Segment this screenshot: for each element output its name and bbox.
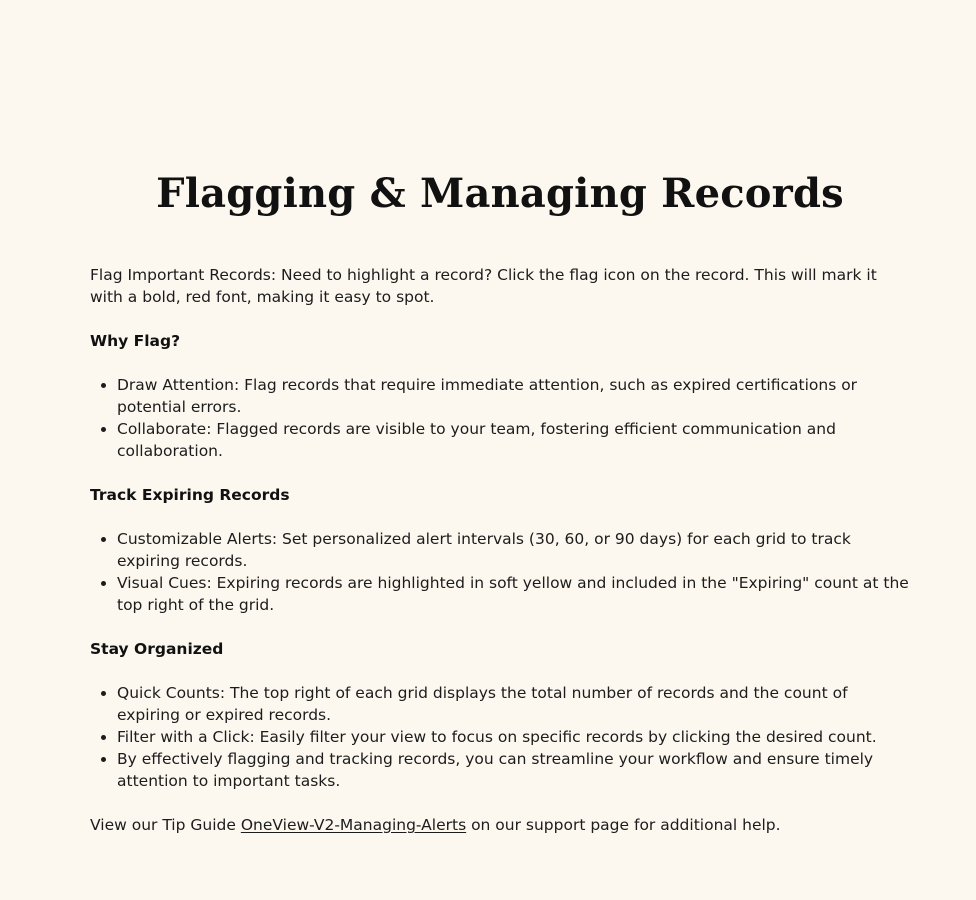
section-why-flag — [90, 330, 910, 462]
footer-prefix: View our Tip Guide — [90, 816, 241, 834]
bullet-list — [90, 528, 910, 616]
page-title: Flagging & Managing Records — [156, 170, 844, 217]
list-item: • Visual Cues: Expiring records are highlighted in soft yellow and included in the "Expiring" count at the top right of the grid. — [117, 572, 910, 616]
intro-paragraph: Flag Important Records: Need to highlight a record? Click the flag icon on the record. This will mark it with a bold, red font, making it easy to spot. — [90, 266, 877, 306]
section-track-expiring — [90, 484, 910, 616]
list-item: • Quick Counts: The top right of each grid displays the total number of records and the count of expiring or expired records. — [117, 682, 910, 726]
list-item: • Filter with a Click: Easily filter your view to focus on specific records by clicking the desired count. — [117, 726, 910, 748]
footer-suffix: on our support page for additional help. — [466, 816, 781, 834]
footer-paragraph — [90, 814, 910, 836]
list-item: • Draw Attention: Flag records that require immediate attention, such as expired certifications or potential errors. — [117, 374, 910, 418]
list-item: • By effectively flagging and tracking records, you can streamline your workflow and ensure timely attention to important tasks. — [117, 748, 910, 792]
list-item: • Customizable Alerts: Set personalized alert intervals (30, 60, or 90 days) for each grid to track expiring records. — [117, 528, 910, 572]
section-heading: Why Flag? — [90, 332, 181, 350]
article — [90, 166, 910, 836]
bullet-list — [90, 682, 910, 792]
section-heading: Track Expiring Records — [90, 486, 290, 504]
list-item: • Collaborate: Flagged records are visible to your team, fostering efficient communication and collaboration. — [117, 418, 910, 462]
bullet-list — [90, 374, 910, 462]
section-stay-organized — [90, 638, 910, 792]
section-heading: Stay Organized — [90, 640, 224, 658]
tip-guide-link[interactable]: OneView-V2-Managing-Alerts — [240, 816, 467, 834]
